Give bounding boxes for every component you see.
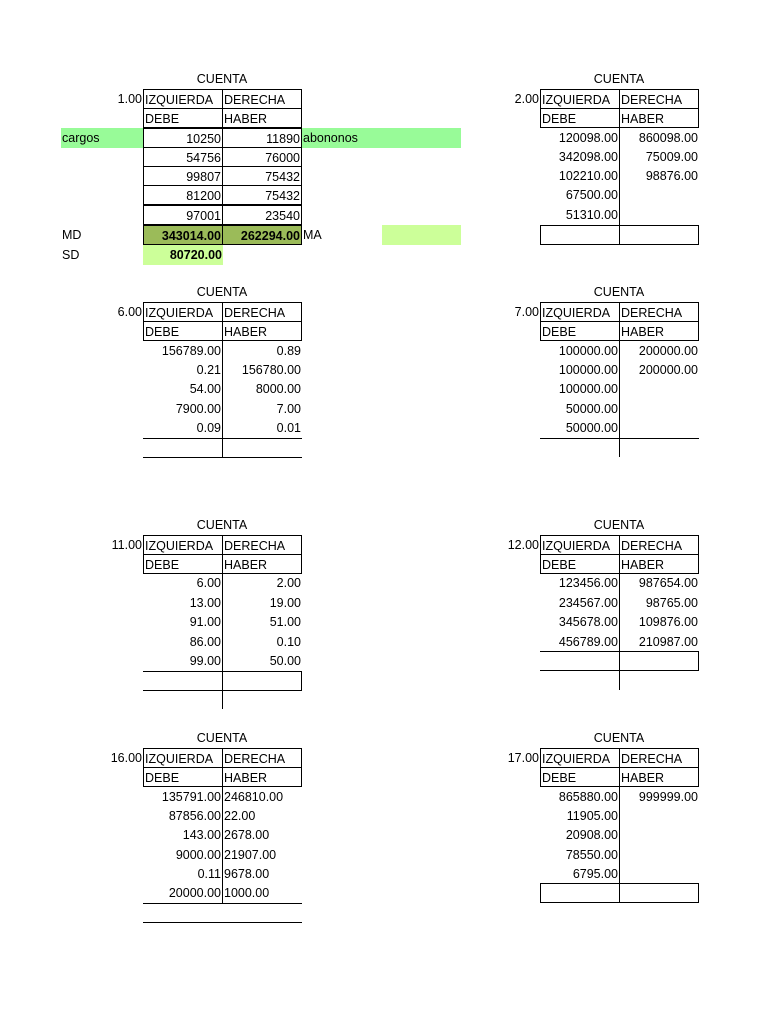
debe-entry: 234567.00 bbox=[558, 596, 618, 610]
header-izquierda: IZQUIERDA bbox=[143, 748, 223, 768]
debe-entry: 54756 bbox=[143, 147, 223, 167]
account-title: CUENTA bbox=[196, 518, 248, 532]
header-haber: HABER bbox=[619, 321, 699, 341]
total-haber-cell bbox=[619, 651, 699, 671]
haber-entry: 9678.00 bbox=[224, 867, 270, 881]
total-haber-cell bbox=[619, 225, 699, 245]
haber-entry: 50.00 bbox=[269, 654, 301, 668]
header-debe: DEBE bbox=[143, 554, 223, 574]
total-line bbox=[540, 438, 699, 439]
abonos-label: abononos bbox=[302, 128, 461, 148]
haber-entry: 75432 bbox=[222, 185, 302, 205]
debe-entry: 10250 bbox=[143, 128, 223, 148]
header-izquierda: IZQUIERDA bbox=[540, 748, 620, 768]
haber-entry: 76000 bbox=[222, 147, 302, 167]
haber-entry: 1000.00 bbox=[224, 886, 270, 900]
haber-entry: 21907.00 bbox=[224, 848, 277, 862]
haber-entry: 98876.00 bbox=[645, 169, 698, 183]
total-box bbox=[143, 671, 302, 691]
haber-entry: 0.89 bbox=[276, 344, 301, 358]
debe-entry: 143.00 bbox=[182, 828, 221, 842]
debe-entry: 99807 bbox=[143, 166, 223, 186]
header-izquierda: IZQUIERDA bbox=[540, 89, 620, 109]
header-izquierda: IZQUIERDA bbox=[143, 535, 223, 555]
haber-entry: 200000.00 bbox=[638, 344, 698, 358]
debe-entry: 345678.00 bbox=[558, 615, 618, 629]
account-title: CUENTA bbox=[593, 518, 645, 532]
total-haber-cell bbox=[619, 883, 699, 903]
header-debe: DEBE bbox=[143, 108, 223, 128]
haber-entry: 860098.00 bbox=[638, 131, 698, 145]
debe-entry: 120098.00 bbox=[558, 131, 618, 145]
haber-entry: 7.00 bbox=[276, 402, 301, 416]
total-line bbox=[540, 670, 619, 671]
header-derecha: DERECHA bbox=[222, 302, 302, 322]
account-number: 6.00 bbox=[117, 305, 142, 319]
account-number: 17.00 bbox=[507, 751, 539, 765]
debe-entry: 156789.00 bbox=[161, 344, 221, 358]
haber-entry: 2678.00 bbox=[224, 828, 270, 842]
total-debe: 343014.00 bbox=[143, 225, 223, 245]
total-line bbox=[143, 457, 302, 458]
header-haber: HABER bbox=[619, 554, 699, 574]
haber-entry: 109876.00 bbox=[638, 615, 698, 629]
debe-entry: 100000.00 bbox=[558, 344, 618, 358]
account-number: 11.00 bbox=[111, 538, 142, 552]
md-label: MD bbox=[62, 228, 82, 242]
haber-entry: 999999.00 bbox=[638, 790, 698, 804]
debe-entry: 0.21 bbox=[196, 363, 221, 377]
header-derecha: DERECHA bbox=[619, 302, 699, 322]
header-debe: DEBE bbox=[540, 554, 620, 574]
haber-entry: 987654.00 bbox=[638, 576, 698, 590]
header-debe: DEBE bbox=[143, 767, 223, 787]
account-title: CUENTA bbox=[196, 731, 248, 745]
account-number: 1.00 bbox=[117, 92, 142, 106]
account-title: CUENTA bbox=[593, 731, 645, 745]
haber-entry: 0.10 bbox=[276, 635, 301, 649]
cargos-label: cargos bbox=[61, 128, 143, 148]
haber-entry: 75432 bbox=[222, 166, 302, 186]
haber-entry: 246810.00 bbox=[224, 790, 284, 804]
debe-entry: 54.00 bbox=[189, 382, 221, 396]
total-debe-cell bbox=[540, 225, 620, 245]
debe-entry: 6.00 bbox=[196, 576, 221, 590]
debe-entry: 81200 bbox=[143, 185, 223, 205]
header-derecha: DERECHA bbox=[222, 535, 302, 555]
debe-entry: 11905.00 bbox=[566, 809, 618, 823]
header-derecha: DERECHA bbox=[619, 89, 699, 109]
header-izquierda: IZQUIERDA bbox=[143, 89, 223, 109]
header-haber: HABER bbox=[222, 108, 302, 128]
haber-entry: 19.00 bbox=[269, 596, 301, 610]
header-haber: HABER bbox=[222, 321, 302, 341]
debe-entry: 7900.00 bbox=[175, 402, 221, 416]
haber-entry: 0.01 bbox=[276, 421, 301, 435]
haber-entry: 51.00 bbox=[269, 615, 301, 629]
account-title: CUENTA bbox=[196, 285, 248, 299]
debe-entry: 0.11 bbox=[197, 867, 221, 881]
saldo-deudor: 80720.00 bbox=[143, 245, 223, 265]
total-line bbox=[143, 922, 302, 923]
debe-entry: 102210.00 bbox=[558, 169, 618, 183]
debe-entry: 20908.00 bbox=[565, 828, 618, 842]
debe-entry: 865880.00 bbox=[558, 790, 618, 804]
debe-entry: 78550.00 bbox=[565, 848, 618, 862]
debe-entry: 13.00 bbox=[189, 596, 221, 610]
debe-entry: 135791.00 bbox=[161, 790, 221, 804]
header-haber: HABER bbox=[222, 554, 302, 574]
account-number: 16.00 bbox=[110, 751, 142, 765]
header-haber: HABER bbox=[619, 767, 699, 787]
header-izquierda: IZQUIERDA bbox=[143, 302, 223, 322]
debe-entry: 50000.00 bbox=[565, 421, 618, 435]
header-debe: DEBE bbox=[143, 321, 223, 341]
haber-entry: 2.00 bbox=[276, 576, 301, 590]
account-title: CUENTA bbox=[196, 72, 248, 86]
header-izquierda: IZQUIERDA bbox=[540, 535, 620, 555]
haber-entry: 156780.00 bbox=[241, 363, 301, 377]
debe-entry: 9000.00 bbox=[175, 848, 221, 862]
header-haber: HABER bbox=[222, 767, 302, 787]
ma-label: MA bbox=[303, 228, 322, 242]
debe-entry: 67500.00 bbox=[565, 188, 618, 202]
debe-entry: 100000.00 bbox=[558, 363, 618, 377]
sd-label: SD bbox=[62, 248, 80, 262]
debe-entry: 86.00 bbox=[189, 635, 221, 649]
total-line bbox=[143, 438, 302, 439]
header-haber: HABER bbox=[619, 108, 699, 128]
debe-entry: 97001 bbox=[143, 205, 223, 225]
debe-entry: 100000.00 bbox=[558, 382, 618, 396]
haber-entry: 23540 bbox=[222, 205, 302, 225]
header-derecha: DERECHA bbox=[222, 89, 302, 109]
haber-entry: 22.00 bbox=[224, 809, 256, 823]
header-derecha: DERECHA bbox=[222, 748, 302, 768]
debe-entry: 342098.00 bbox=[558, 150, 618, 164]
total-debe-cell bbox=[540, 883, 620, 903]
account-number: 7.00 bbox=[514, 305, 539, 319]
header-debe: DEBE bbox=[540, 767, 620, 787]
account-title: CUENTA bbox=[593, 285, 645, 299]
debe-entry: 99.00 bbox=[189, 654, 221, 668]
debe-entry: 0.09 bbox=[196, 421, 221, 435]
header-derecha: DERECHA bbox=[619, 748, 699, 768]
debe-entry: 50000.00 bbox=[565, 402, 618, 416]
header-debe: DEBE bbox=[540, 108, 620, 128]
total-line bbox=[143, 903, 302, 904]
header-debe: DEBE bbox=[540, 321, 620, 341]
debe-entry: 51310.00 bbox=[565, 208, 618, 222]
account-number: 12.00 bbox=[507, 538, 539, 552]
debe-entry: 20000.00 bbox=[168, 886, 221, 900]
account-number: 2.00 bbox=[514, 92, 539, 106]
haber-entry: 200000.00 bbox=[638, 363, 698, 377]
debe-entry: 87856.00 bbox=[168, 809, 221, 823]
debe-entry: 456789.00 bbox=[558, 635, 618, 649]
header-derecha: DERECHA bbox=[619, 535, 699, 555]
haber-entry: 75009.00 bbox=[645, 150, 698, 164]
haber-entry: 98765.00 bbox=[645, 596, 698, 610]
haber-entry: 11890 bbox=[222, 128, 302, 148]
debe-entry: 6795.00 bbox=[572, 867, 618, 881]
total-haber: 262294.00 bbox=[222, 225, 302, 245]
account-title: CUENTA bbox=[593, 72, 645, 86]
debe-entry: 123456.00 bbox=[558, 576, 618, 590]
debe-entry: 91.00 bbox=[189, 615, 221, 629]
haber-entry: 210987.00 bbox=[638, 635, 698, 649]
haber-entry: 8000.00 bbox=[255, 382, 301, 396]
ma-highlight bbox=[382, 225, 461, 245]
header-izquierda: IZQUIERDA bbox=[540, 302, 620, 322]
